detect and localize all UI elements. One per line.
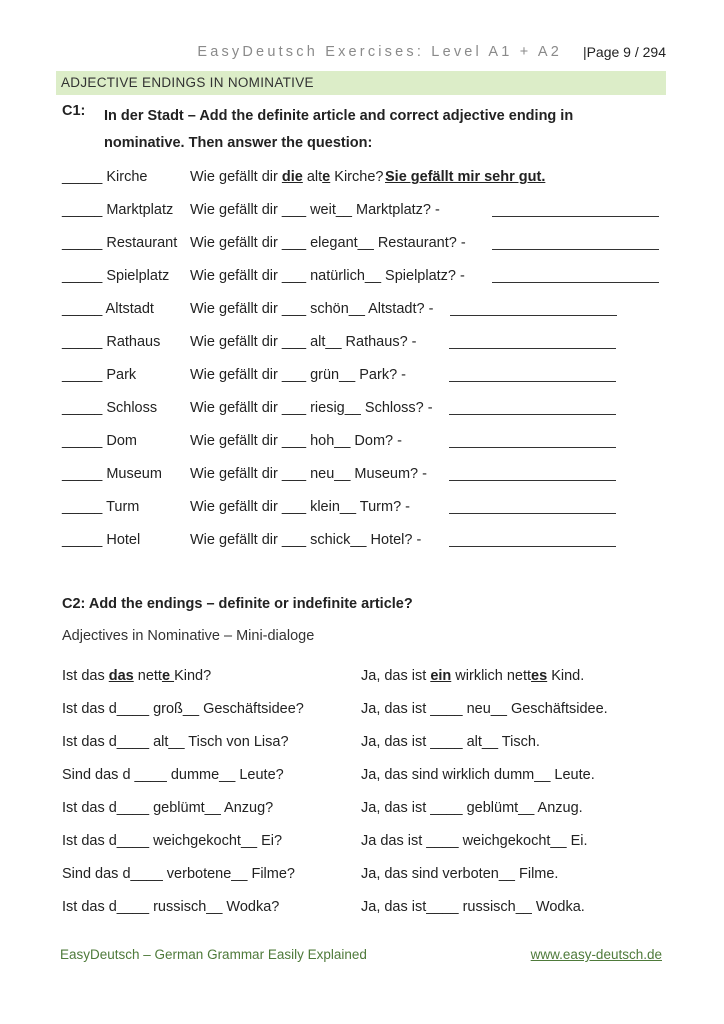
dialog-question: Ist das d____ weichgekocht__ Ei?	[62, 833, 283, 849]
example-article: ein	[430, 668, 452, 684]
question-text: alt	[302, 169, 323, 185]
dialog-text: Kind.	[547, 668, 585, 684]
article-blank: _____	[62, 169, 103, 185]
example-ending: es	[531, 668, 548, 684]
question-text: Wie gefällt dir ___ hoh__ Dom? -	[190, 433, 402, 449]
example-article: die	[281, 169, 303, 185]
answer-line[interactable]	[449, 498, 616, 514]
dialog-question: Ist das d____ groß__ Geschäftsidee?	[62, 701, 304, 717]
section-title-bar	[56, 71, 666, 95]
answer-line[interactable]	[449, 465, 616, 481]
page-header	[60, 44, 666, 64]
dialog-text: Ja, das ist	[361, 668, 431, 684]
question-text: Wie gefällt dir ___ alt__ Rathaus? -	[190, 334, 417, 350]
exercise-c1-label: C1:	[62, 103, 86, 119]
dialog-question	[62, 668, 211, 684]
c1-example-question	[190, 169, 396, 185]
question-text: Wie gefällt dir ___ elegant__ Restaurant? -	[190, 235, 466, 251]
noun-label: _____ Rathaus	[62, 334, 161, 350]
answer-line[interactable]	[449, 333, 616, 349]
question-text: Wie gefällt dir ___ schick__ Hotel? -	[190, 532, 422, 548]
c1-example-noun	[62, 169, 147, 185]
noun-label: _____ Hotel	[62, 532, 141, 548]
noun-label: _____ Restaurant	[62, 235, 178, 251]
dialog-question: Ist das d____ geblümt__ Anzug?	[62, 800, 274, 816]
c2-row	[62, 734, 662, 754]
answer-line[interactable]	[492, 201, 659, 217]
dialog-text: Ist das	[62, 668, 109, 684]
question-text: Wie gefällt dir ___ riesig__ Schloss? -	[190, 400, 433, 416]
dialog-text: Kind?	[174, 668, 212, 684]
footer-website-link[interactable]: www.easy-deutsch.de	[530, 947, 662, 962]
dialog-text: nett	[133, 668, 162, 684]
question-text: Wie gefällt dir ___ weit__ Marktplatz? -	[190, 202, 440, 218]
question-text: Wie gefällt dir ___ grün__ Park? -	[190, 367, 406, 383]
answer-line[interactable]	[492, 234, 659, 250]
page-number: |Page 9 / 294	[582, 44, 666, 60]
noun-label: _____ Altstadt	[62, 301, 154, 317]
c2-row	[62, 833, 662, 853]
answer-line[interactable]	[449, 399, 616, 415]
question-text: Wie gefällt dir ___ natürlich__ Spielplatz? -	[190, 268, 465, 284]
dialog-text: wirklich nett	[451, 668, 532, 684]
example-article: das	[108, 668, 134, 684]
noun-label: _____ Marktplatz	[62, 202, 174, 218]
dialog-answer: Ja, das ist ____ geblümt__ Anzug.	[361, 800, 583, 816]
c2-example-row	[62, 668, 662, 688]
noun-label: _____ Dom	[62, 433, 137, 449]
noun-label: Kirche	[106, 169, 148, 185]
noun-label: _____ Turm	[62, 499, 140, 515]
noun-label: _____ Museum	[62, 466, 162, 482]
answer-line[interactable]	[492, 267, 659, 283]
dialog-answer	[361, 668, 584, 684]
dialog-question: Sind das d____ verbotene__ Filme?	[62, 866, 295, 882]
answer-line[interactable]	[450, 300, 617, 316]
dialog-answer: Ja, das ist ____ neu__ Geschäftsidee.	[361, 701, 608, 717]
example-answer: Sie gefällt mir sehr gut.	[385, 169, 546, 185]
noun-label: _____ Spielplatz	[62, 268, 170, 284]
dialog-question: Sind das d ____ dumme__ Leute?	[62, 767, 284, 783]
noun-label: _____ Park	[62, 367, 137, 383]
exercise-c2-subtitle: Adjectives in Nominative – Mini-dialoge	[62, 628, 315, 644]
noun-label: _____ Schloss	[62, 400, 158, 416]
c2-row	[62, 899, 662, 919]
c2-row	[62, 767, 662, 787]
question-text: Wie gefällt dir ___ neu__ Museum? -	[190, 466, 427, 482]
answer-line[interactable]	[449, 432, 616, 448]
example-ending: e	[322, 169, 331, 185]
dialog-answer: Ja, das ist____ russisch__ Wodka.	[361, 899, 585, 915]
c2-row	[62, 800, 662, 820]
example-ending: e	[161, 668, 175, 684]
question-text: Kirche? -	[330, 169, 397, 185]
dialog-answer: Ja das ist ____ weichgekocht__ Ei.	[361, 833, 588, 849]
question-text: Wie gefällt dir	[190, 169, 282, 185]
c2-row	[62, 866, 662, 886]
header-title: EasyDeutsch Exercises: Level A1 + A2	[197, 44, 562, 60]
exercise-c1-instruction: In der Stadt – Add the definite article and correct adjective ending in nominative. Then answer the question:	[104, 108, 574, 151]
dialog-question: Ist das d____ russisch__ Wodka?	[62, 899, 280, 915]
answer-line[interactable]	[449, 531, 616, 547]
exercise-c2-title: C2: Add the endings – definite or indefinite article?	[62, 596, 413, 612]
dialog-answer: Ja, das sind wirklich dumm__ Leute.	[361, 767, 595, 783]
dialog-question: Ist das d____ alt__ Tisch von Lisa?	[62, 734, 289, 750]
section-title: ADJECTIVE ENDINGS IN NOMINATIVE	[61, 75, 314, 90]
dialog-answer: Ja, das sind verboten__ Filme.	[361, 866, 559, 882]
question-text: Wie gefällt dir ___ schön__ Altstadt? -	[190, 301, 434, 317]
c2-row	[62, 701, 662, 721]
question-text: Wie gefällt dir ___ klein__ Turm? -	[190, 499, 411, 515]
answer-line[interactable]	[449, 366, 616, 382]
dialog-answer: Ja, das ist ____ alt__ Tisch.	[361, 734, 540, 750]
footer-tagline: EasyDeutsch – German Grammar Easily Explained	[60, 947, 367, 962]
